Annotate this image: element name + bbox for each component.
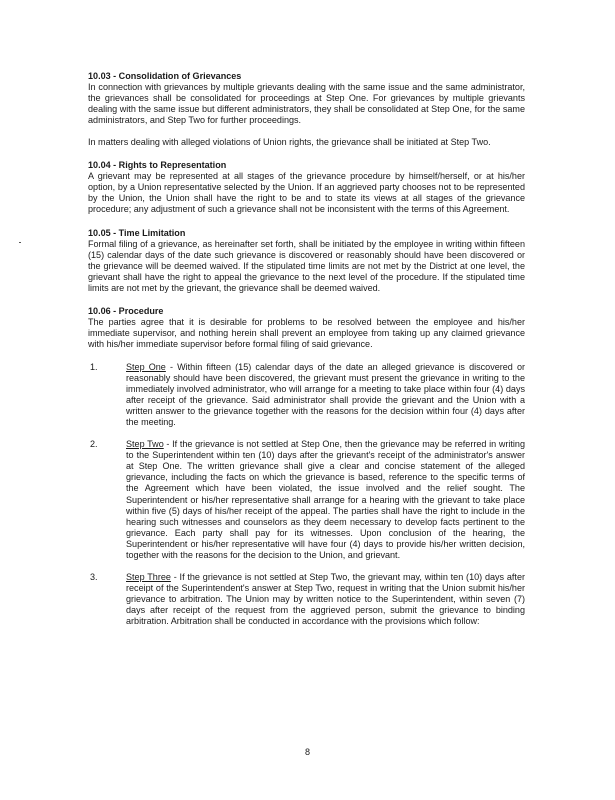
procedure-step bbox=[88, 572, 525, 627]
step-body bbox=[126, 439, 525, 561]
step-text: - If the grievance is not settled at Step Two, the grievant may, within ten (10) days after receipt of the Superintendent's answer at Step Two, request in writing that the Union submit his/her grievance to arbitration. The Union may by written notice to the Superintendent, within seven (7) days after receipt of the request from the aggrieved person, submit the grievance to binding arbitration. Arbitration shall be conducted in accordance with the provisions which follow: bbox=[126, 571, 525, 626]
section-heading: 10.04 - Rights to Representation bbox=[88, 160, 227, 171]
section-10-05 bbox=[88, 228, 525, 294]
section-paragraph: Formal filing of a grievance, as hereinafter set forth, shall be initiated by the employee in writing within fifteen (15) calendar days of the date such grievance is discovered or reasonably should have been discovered or the grievance will be deemed waived. If the stipulated time limits are not met by the District at one level, the grievant shall have the right to appeal the grievance to the next level of the procedure. If the stipulated time limits are not met by the grievant, the grievance shall be deemed waived. bbox=[88, 238, 525, 293]
step-number: 3. bbox=[90, 571, 98, 582]
step-number: 2. bbox=[90, 439, 98, 450]
section-10-03 bbox=[88, 71, 525, 148]
section-paragraph: In matters dealing with alleged violations of Union rights, the grievance shall be initiated at Step Two. bbox=[88, 137, 491, 148]
step-number: 1. bbox=[90, 361, 98, 372]
step-text: - Within fifteen (15) calendar days of the date an alleged grievance is discovered or reasonably should have been discovered, the grievant must present the grievance in writing to the immediately involved administrator, who will arrange for a meeting to take place within four (4) days after receipt of the grievance. Said administrator shall provide the grievant and the Union with a written answer to the grievance together with the reasons for the decision within four (4) days after the meeting. bbox=[126, 361, 525, 428]
section-heading: 10.05 - Time Limitation bbox=[88, 227, 186, 238]
step-title: Step Three bbox=[126, 571, 171, 582]
step-body bbox=[126, 572, 525, 627]
step-title: Step Two bbox=[126, 439, 164, 450]
section-paragraph: In connection with grievances by multiple grievants dealing with the same issue and the same administrator, the grievances shall be consolidated for proceedings at Step One. For grievances by multiple grievants dealing with the same issue but different administrators, they shall be consolidated at Step One, for the same administrators, and Step Two for further proceedings. bbox=[88, 82, 525, 126]
procedure-step bbox=[88, 439, 525, 561]
margin-mark bbox=[19, 242, 21, 243]
section-paragraph: A grievant may be represented at all stages of the grievance procedure by himself/herself, or at his/her option, by a Union representative selected by the Union. If an aggrieved party chooses not to be represented by the Union, the Union shall have the right to be and to state its views at all stages of the grievance procedure; any adjustment of such a grievance shall not be inconsistent with the terms of this Agreement. bbox=[88, 171, 525, 215]
section-heading: 10.03 - Consolidation of Grievances bbox=[88, 71, 242, 81]
procedure-steps bbox=[88, 362, 525, 627]
procedure-step bbox=[88, 362, 525, 428]
section-heading: 10.06 - Procedure bbox=[88, 305, 164, 316]
section-10-06 bbox=[88, 306, 525, 627]
step-text: - If the grievance is not settled at Step One, then the grievance may be referred in writing to the Superintendent within ten (10) days after the grievant's receipt of the administrator's answer at Step One. The written grievance shall give a clear and concise statement of the alleged grievance, including the facts on which the grievance is based, reference to the specific terms of the Agreement which have been violated, the issue involved and the relief sought. The Superintendent or his/her representative shall arrange for a hearing with the grievant to take place within five (5) days of his/her receipt of the appeal. The parties shall have the right to include in the hearing such witnesses and counselors as they deem necessary to develop facts pertinent to the grievance. Each party shall pay for its witnesses. Upon conclusion of the hearing, the Superintendent or his/her representative will have four (4) days to provide his/her written decision, together with the reasons for the decision to the Union, and grievant. bbox=[126, 439, 525, 560]
step-body bbox=[126, 362, 525, 428]
page-number: 8 bbox=[304, 747, 311, 757]
step-title: Step One bbox=[126, 361, 166, 372]
section-10-04 bbox=[88, 160, 525, 215]
section-paragraph: The parties agree that it is desirable for problems to be resolved between the employee and his/her immediate supervisor, and nothing herein shall prevent an employee from taking up any claimed grievance with his/her immediate supervisor before formal filing of said grievance. bbox=[88, 316, 525, 349]
document-body bbox=[88, 71, 525, 639]
